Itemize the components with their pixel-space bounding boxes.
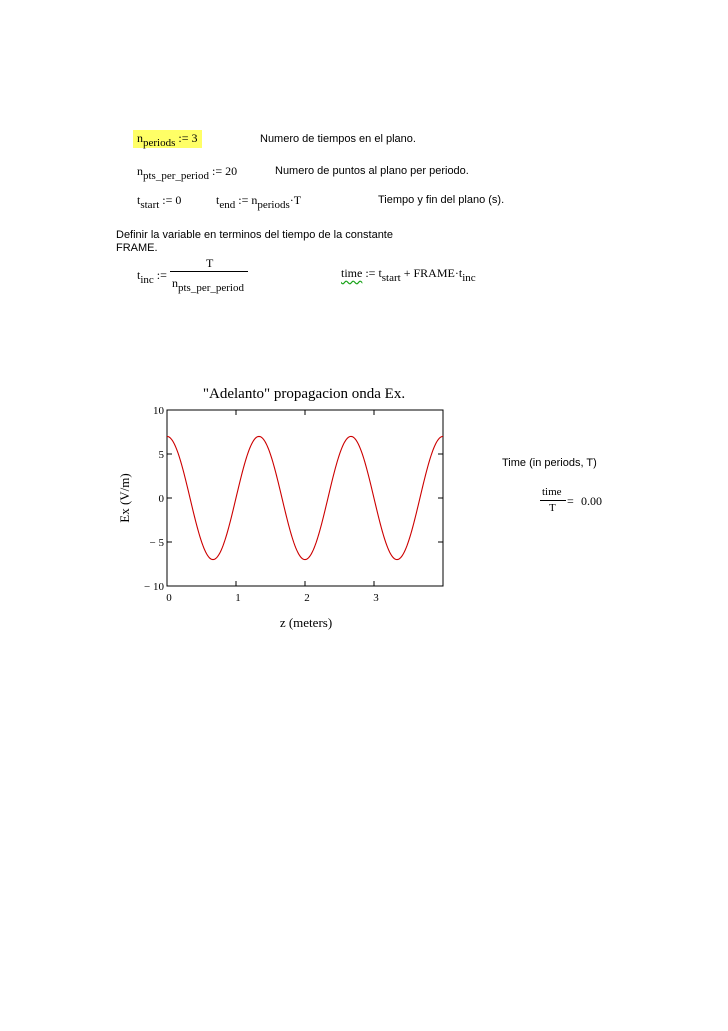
time-periods-label: Time (in periods, T)	[502, 457, 597, 469]
t-start-definition[interactable]: tstart := 0	[137, 193, 182, 211]
x-tick-label: 1	[235, 592, 241, 604]
y-tick-label: 0	[158, 493, 164, 505]
y-tick-label: 5	[158, 449, 164, 461]
y-ticks	[144, 405, 443, 593]
time-variable: time	[341, 266, 363, 280]
t-end-definition[interactable]: tend := nperiods·T	[216, 193, 302, 211]
t-end-comment: Tiempo y fin del plano (s).	[378, 194, 505, 206]
t-inc-lhs[interactable]: tinc :=	[137, 268, 167, 286]
n-pts-comment: Numero de puntos al plano per periodo.	[275, 165, 469, 177]
x-tick-label: 2	[304, 592, 310, 604]
ex-wave-line	[167, 436, 443, 559]
x-tick-label: 0	[166, 592, 172, 604]
n-periods-comment: Numero de tiempos en el plano.	[260, 133, 416, 145]
note-line-2: FRAME.	[116, 242, 158, 254]
time-ratio-numerator: time	[542, 486, 562, 498]
y-tick-label: − 10	[144, 581, 164, 593]
n-pts-definition[interactable]: npts_per_period := 20	[137, 164, 238, 182]
t-inc-numerator: T	[206, 256, 214, 270]
time-ratio-value: 0.00	[581, 494, 602, 508]
time-ratio-denominator: T	[549, 502, 556, 514]
note-line-1: Definir la variable en terminos del tiempo de la constante	[116, 229, 393, 241]
n-periods-highlight: nperiods := 3	[133, 130, 202, 148]
time-ratio-bar	[540, 500, 566, 501]
x-tick-label: 3	[373, 592, 379, 604]
chart-title: "Adelanto" propagacion onda Ex.	[202, 386, 406, 402]
time-ratio-equals: =	[567, 494, 574, 508]
y-tick-label: − 5	[149, 537, 164, 549]
y-tick-label: 10	[153, 405, 164, 417]
y-axis-label: Ex (V/m)	[117, 473, 132, 523]
x-axis-label: z (meters)	[279, 615, 333, 630]
t-inc-denominator: npts_per_period	[172, 276, 244, 294]
time-definition[interactable]: time := tstart + FRAME·tinc	[341, 266, 476, 284]
